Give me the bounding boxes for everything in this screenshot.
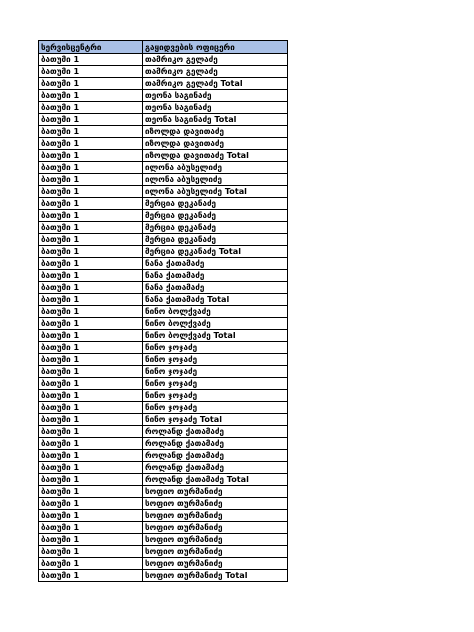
sales-officer-cell[interactable]: მერცია დეკანაძე <box>143 198 288 210</box>
sales-officer-cell[interactable]: ნინო ჯოჯაძე <box>143 366 288 378</box>
table-row <box>39 450 288 462</box>
service-center-cell[interactable]: ბათუმი 1 <box>39 294 143 306</box>
table-row <box>39 462 288 474</box>
sales-officer-cell[interactable]: ნანა ქათამაძე <box>143 258 288 270</box>
sales-officer-cell[interactable]: ილონა აბუსელიძე Total <box>143 186 288 198</box>
service-center-cell[interactable]: ბათუმი 1 <box>39 570 143 582</box>
sales-officer-cell[interactable]: მერცია დეკანაძე <box>143 222 288 234</box>
table-row <box>39 534 288 546</box>
table-row <box>39 546 288 558</box>
table-row <box>39 486 288 498</box>
table-row <box>39 66 288 78</box>
sales-officer-cell[interactable]: ნინო ჯოჯაძე <box>143 390 288 402</box>
table-body <box>39 54 288 582</box>
sales-officer-cell[interactable]: ნინო ჯოჯაძე Total <box>143 414 288 426</box>
table-row <box>39 102 288 114</box>
service-center-cell[interactable]: ბათუმი 1 <box>39 258 143 270</box>
sales-officer-cell[interactable]: სოფიო თურმანიძე <box>143 498 288 510</box>
table-row <box>39 510 288 522</box>
service-center-cell[interactable]: ბათუმი 1 <box>39 114 143 126</box>
service-center-cell[interactable]: ბათუმი 1 <box>39 54 143 66</box>
table-row <box>39 498 288 510</box>
table-row <box>39 246 288 258</box>
table-row <box>39 114 288 126</box>
table-row <box>39 162 288 174</box>
service-center-cell[interactable]: ბათუმი 1 <box>39 186 143 198</box>
sales-officer-cell[interactable]: როლანდ ქათამაძე <box>143 450 288 462</box>
sales-officer-cell[interactable]: სოფიო თურმანიძე Total <box>143 570 288 582</box>
service-center-cell[interactable]: ბათუმი 1 <box>39 498 143 510</box>
sales-officer-cell[interactable]: ნინო ბოლქვაძე <box>143 306 288 318</box>
table-row <box>39 126 288 138</box>
table-row <box>39 330 288 342</box>
service-center-cell[interactable]: ბათუმი 1 <box>39 270 143 282</box>
sales-officer-cell[interactable]: მერცია დეკანაძე Total <box>143 246 288 258</box>
sales-officer-cell[interactable]: ნინო ჯოჯაძე <box>143 378 288 390</box>
sales-officer-cell[interactable]: ნინო ბოლქვაძე Total <box>143 330 288 342</box>
sales-officer-cell[interactable]: როლანდ ქათამაძე <box>143 438 288 450</box>
table-row <box>39 282 288 294</box>
table-row <box>39 138 288 150</box>
service-center-cell[interactable]: ბათუმი 1 <box>39 510 143 522</box>
sales-officer-cell[interactable]: ნინო ბოლქვაძე <box>143 318 288 330</box>
service-center-cell[interactable]: ბათუმი 1 <box>39 474 143 486</box>
sales-officer-cell[interactable]: თეონა საგინაძე <box>143 102 288 114</box>
service-center-cell[interactable]: ბათუმი 1 <box>39 318 143 330</box>
table-row <box>39 174 288 186</box>
sales-officer-cell[interactable]: როლანდ ქათამაძე Total <box>143 474 288 486</box>
service-center-cell[interactable]: ბათუმი 1 <box>39 222 143 234</box>
service-center-cell[interactable]: ბათუმი 1 <box>39 378 143 390</box>
sales-officer-cell[interactable]: სოფიო თურმანიძე <box>143 558 288 570</box>
sales-officer-cell[interactable]: სოფიო თურმანიძე <box>143 522 288 534</box>
service-center-cell[interactable]: ბათუმი 1 <box>39 330 143 342</box>
service-center-cell[interactable]: ბათუმი 1 <box>39 534 143 546</box>
service-center-cell[interactable]: ბათუმი 1 <box>39 246 143 258</box>
sales-officer-cell[interactable]: სოფიო თურმანიძე <box>143 534 288 546</box>
service-center-cell[interactable]: ბათუმი 1 <box>39 486 143 498</box>
service-center-cell[interactable]: ბათუმი 1 <box>39 402 143 414</box>
sales-officer-cell[interactable]: ნინო ჯოჯაძე <box>143 402 288 414</box>
table-row <box>39 90 288 102</box>
service-center-cell[interactable]: ბათუმი 1 <box>39 102 143 114</box>
table-row <box>39 522 288 534</box>
table-row <box>39 378 288 390</box>
service-center-cell[interactable]: ბათუმი 1 <box>39 66 143 78</box>
sales-officer-cell[interactable]: თამრიკო გელაძე <box>143 54 288 66</box>
table-row <box>39 306 288 318</box>
sales-officer-cell[interactable]: იზოლდა დავითაძე <box>143 138 288 150</box>
sales-officer-cell[interactable]: მერცია დეკანაძე <box>143 210 288 222</box>
table-row <box>39 198 288 210</box>
service-center-cell[interactable]: ბათუმი 1 <box>39 282 143 294</box>
table-row <box>39 402 288 414</box>
table-row <box>39 258 288 270</box>
sales-officer-cell[interactable]: ნანა ქათამაძე <box>143 270 288 282</box>
table-row <box>39 210 288 222</box>
service-center-cell[interactable]: ბათუმი 1 <box>39 366 143 378</box>
service-center-cell[interactable]: ბათუმი 1 <box>39 414 143 426</box>
service-center-cell[interactable]: ბათუმი 1 <box>39 90 143 102</box>
sales-officer-cell[interactable]: თეონა საგინაძე Total <box>143 114 288 126</box>
service-center-cell[interactable]: ბათუმი 1 <box>39 450 143 462</box>
service-center-cell[interactable]: ბათუმი 1 <box>39 342 143 354</box>
sales-officer-cell[interactable]: როლანდ ქათამაძე <box>143 462 288 474</box>
sales-officer-cell[interactable]: როლანდ ქათამაძე <box>143 426 288 438</box>
service-center-cell[interactable]: ბათუმი 1 <box>39 306 143 318</box>
service-center-cell[interactable]: ბათუმი 1 <box>39 138 143 150</box>
service-center-cell[interactable]: ბათუმი 1 <box>39 174 143 186</box>
table-row <box>39 474 288 486</box>
service-center-cell[interactable]: ბათუმი 1 <box>39 426 143 438</box>
sales-officer-cell[interactable]: ნინო ჯოჯაძე <box>143 342 288 354</box>
sales-officer-cell[interactable]: სოფიო თურმანიძე <box>143 510 288 522</box>
table-row <box>39 186 288 198</box>
table-row <box>39 234 288 246</box>
sales-officer-cell[interactable]: ილონა აბუსელიძე <box>143 174 288 186</box>
table-row <box>39 570 288 582</box>
service-center-cell[interactable]: ბათუმი 1 <box>39 390 143 402</box>
table-row <box>39 342 288 354</box>
service-center-cell[interactable]: ბათუმი 1 <box>39 546 143 558</box>
table-row <box>39 390 288 402</box>
table-row <box>39 414 288 426</box>
table-row <box>39 150 288 162</box>
table-row <box>39 270 288 282</box>
table-row <box>39 354 288 366</box>
service-center-cell[interactable]: ბათუმი 1 <box>39 234 143 246</box>
table-row <box>39 426 288 438</box>
sales-officer-cell[interactable]: იზოლდა დავითაძე Total <box>143 150 288 162</box>
sales-officer-cell[interactable]: მერცია დეკანაძე <box>143 234 288 246</box>
table-row <box>39 294 288 306</box>
table-row <box>39 318 288 330</box>
sales-officer-cell[interactable]: ნანა ქათამაძე Total <box>143 294 288 306</box>
service-center-cell[interactable]: ბათუმი 1 <box>39 150 143 162</box>
sales-officer-cell[interactable]: ნანა ქათამაძე <box>143 282 288 294</box>
service-center-cell[interactable]: ბათუმი 1 <box>39 354 143 366</box>
sales-officer-cell[interactable]: თამრიკო გელაძე Total <box>143 78 288 90</box>
service-center-cell[interactable]: ბათუმი 1 <box>39 522 143 534</box>
service-center-cell[interactable]: ბათუმი 1 <box>39 162 143 174</box>
sales-officer-cell[interactable]: თამრიკო გელაძე <box>143 66 288 78</box>
table-row <box>39 558 288 570</box>
table-row <box>39 438 288 450</box>
spreadsheet-table <box>38 40 288 582</box>
table-row <box>39 54 288 66</box>
sales-officer-cell[interactable]: ნინო ჯოჯაძე <box>143 354 288 366</box>
sales-officer-cell[interactable]: სოფიო თურმანიძე <box>143 486 288 498</box>
service-center-cell[interactable]: ბათუმი 1 <box>39 78 143 90</box>
column-header-sales-officer[interactable]: გაყიდვების ოფიცერი <box>143 41 288 54</box>
service-center-cell[interactable]: ბათუმი 1 <box>39 438 143 450</box>
service-center-cell[interactable]: ბათუმი 1 <box>39 558 143 570</box>
table-row <box>39 222 288 234</box>
sales-officer-cell[interactable]: იზოლდა დავითაძე <box>143 126 288 138</box>
column-header-service-center[interactable]: სერვისცენტრი <box>39 41 143 54</box>
service-center-cell[interactable]: ბათუმი 1 <box>39 462 143 474</box>
service-center-cell[interactable]: ბათუმი 1 <box>39 126 143 138</box>
sales-officer-cell[interactable]: ილონა აბუსელიძე <box>143 162 288 174</box>
table-row <box>39 78 288 90</box>
service-center-cell[interactable]: ბათუმი 1 <box>39 198 143 210</box>
table-row <box>39 366 288 378</box>
service-center-cell[interactable]: ბათუმი 1 <box>39 210 143 222</box>
sales-officer-cell[interactable]: სოფიო თურმანიძე <box>143 546 288 558</box>
header-row <box>39 41 288 54</box>
sales-officer-cell[interactable]: თეონა საგინაძე <box>143 90 288 102</box>
